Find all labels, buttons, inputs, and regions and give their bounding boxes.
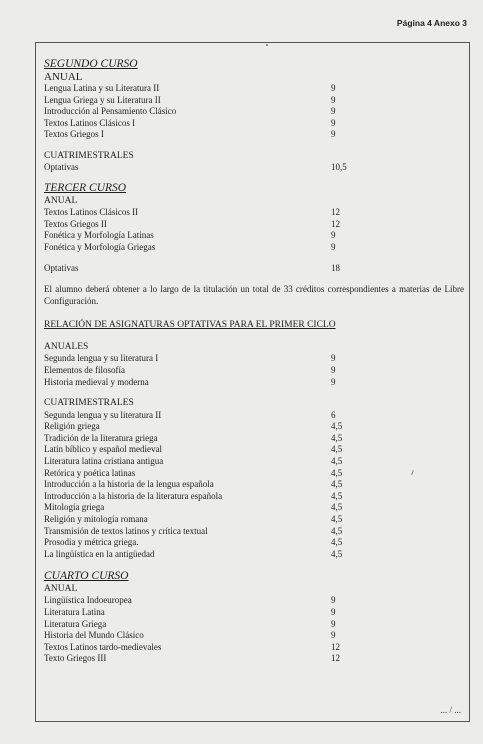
subject-credits: 12 [331,207,340,218]
subject-name: Introducción a la historia de la lengua española [44,479,214,490]
subject-credits: 9 [331,364,336,375]
subject-name: Textos Griegos II [44,218,107,229]
subject-credits: 4,5 [331,537,343,548]
subject-row [44,410,466,422]
subject-row [44,106,466,118]
subject-name: Texto Griegos III [44,653,107,664]
subject-name: Latín bíblico y español medieval [44,444,162,455]
subject-row [44,653,466,665]
subject-row [44,491,466,503]
subject-row [44,230,466,242]
subject-credits: 9 [331,129,336,140]
subject-row [44,619,466,631]
subject-row [44,444,466,456]
subject-row [44,377,466,389]
subject-name: Prosodia y métrica griega. [44,537,139,548]
subject-credits: 10,5 [331,162,347,173]
tercer-anual-list [44,207,466,253]
subject-row [44,468,466,480]
optativas-cuatri-label: CUATRIMESTRALES [44,398,134,409]
subject-credits: 12 [331,641,340,652]
subject-row [44,537,466,549]
subject-credits: 4,5 [331,490,343,501]
subject-name: Retórica y poética latinas [44,467,136,478]
subject-name: Mitología griega [44,502,105,513]
subject-credits: 4,5 [331,525,343,536]
subject-name: Religión y mitología romana [44,513,148,524]
continuation-marker: ... / ... [440,705,461,715]
subject-name: Tradición de la literatura griega [44,432,158,443]
subject-row [44,207,466,219]
subject-name: Segunda lengua y su literatura II [44,409,162,420]
subject-name: Introducción a la historia de la literatura española [44,490,223,501]
subject-credits: 18 [331,263,340,274]
subject-row [44,353,466,365]
subject-name: Literatura latina cristiana antigua [44,455,164,466]
subject-name: Elementos de filosofía [44,364,125,375]
subject-row [44,83,466,95]
subject-row [44,630,466,642]
subject-name: Optativas [44,263,79,274]
scan-speck [266,44,268,46]
subject-name: Historia medieval y moderna [44,376,149,387]
cuarto-curso-title: CUARTO CURSO [44,570,129,583]
subject-credits: 9 [331,353,336,364]
subject-row [44,433,466,445]
subject-credits: 4,5 [331,513,343,524]
subject-name: Introducción al Pensamiento Clásico [44,106,177,117]
document-body [44,58,466,665]
segundo-cuatri-label: CUATRIMESTRALES [44,150,134,161]
segundo-cuatri-list [44,162,466,174]
optativas-anuales-list [44,353,466,388]
subject-credits: 9 [331,106,336,117]
subject-name: Literatura Griega [44,618,107,629]
subject-row [44,595,466,607]
tercer-anual-label: ANUAL [44,196,78,207]
subject-name: La lingüística en la antigüedad [44,548,155,559]
cuarto-anual-list [44,595,466,665]
subject-row [44,607,466,619]
subject-name: Historia del Mundo Clásico [44,630,144,641]
subject-row [44,162,466,174]
libre-configuracion-note: El alumno deberá obtener a lo largo de la titulación un total de 33 créditos correspondientes a materias de Libre Configuración. [44,284,464,306]
subject-row [44,421,466,433]
optativas-heading: RELACIÓN DE ASIGNATURAS OPTATIVAS PARA EL PRIMER CICLO [44,320,336,331]
subject-row [44,502,466,514]
subject-row [44,456,466,468]
subject-name: Lengua Griega y su Literatura II [44,94,161,105]
subject-row [44,642,466,654]
subject-row [44,549,466,561]
tercer-optativas-row [44,263,466,275]
subject-row [44,526,466,538]
subject-name: Fonética y Morfología Latinas [44,230,154,241]
subject-credits: 9 [331,230,336,241]
subject-credits: 9 [331,117,336,128]
subject-credits: 9 [331,376,336,387]
subject-name: Textos Latinos tardo-medievales [44,641,162,652]
segundo-curso-title: SEGUNDO CURSO [44,58,138,70]
subject-credits: 12 [331,218,340,229]
subject-row [44,118,466,130]
subject-name: Religión griega [44,421,100,432]
subject-name: Textos Latinos Clásicos I [44,117,136,128]
subject-name: Lingüística Indoeuropea [44,595,132,606]
subject-credits: 12 [331,653,340,664]
subject-row [44,219,466,231]
subject-name: Lengua Latina y su Literatura II [44,83,160,93]
subject-name: Transmisión de textos latinos y crítica textual [44,525,208,536]
subject-name: Textos Griegos I [44,129,104,140]
subject-name: Optativas [44,162,79,173]
subject-row [44,242,466,254]
subject-credits: 9 [331,630,336,641]
subject-credits: 9 [331,241,336,252]
subject-row [44,514,466,526]
subject-row [44,479,466,491]
subject-name: Textos Latinos Clásicos II [44,207,139,218]
subject-row [44,95,466,107]
subject-credits: 4,5 [331,444,343,455]
subject-credits: 9 [331,606,336,617]
subject-row [44,365,466,377]
subject-credits: 4,5 [331,467,343,478]
subject-credits: 9 [331,595,336,606]
subject-credits: 4,5 [331,432,343,443]
subject-credits: 4,5 [331,479,343,490]
optativas-anuales-label: ANUALES [44,341,89,352]
cuarto-anual-label: ANUAL [44,584,78,595]
subject-credits: 4,5 [331,421,343,432]
optativas-cuatri-list [44,410,466,561]
subject-row [44,129,466,141]
subject-credits: 9 [331,83,336,93]
subject-credits: 9 [331,94,336,105]
segundo-anual-label: ANUAL [44,71,83,83]
subject-name: Literatura Latina [44,606,105,617]
subject-credits: 4,5 [331,455,343,466]
subject-credits: 6 [331,409,336,420]
subject-credits: 4,5 [331,502,343,513]
subject-credits: 9 [331,618,336,629]
page-header: Página 4 Anexo 3 [396,18,467,28]
subject-credits: 4,5 [331,548,343,559]
subject-name: Fonética y Morfología Griegas [44,241,156,252]
segundo-anual-list [44,83,466,141]
subject-name: Segunda lengua y su literatura I [44,353,159,364]
tercer-curso-title: TERCER CURSO [44,182,127,195]
